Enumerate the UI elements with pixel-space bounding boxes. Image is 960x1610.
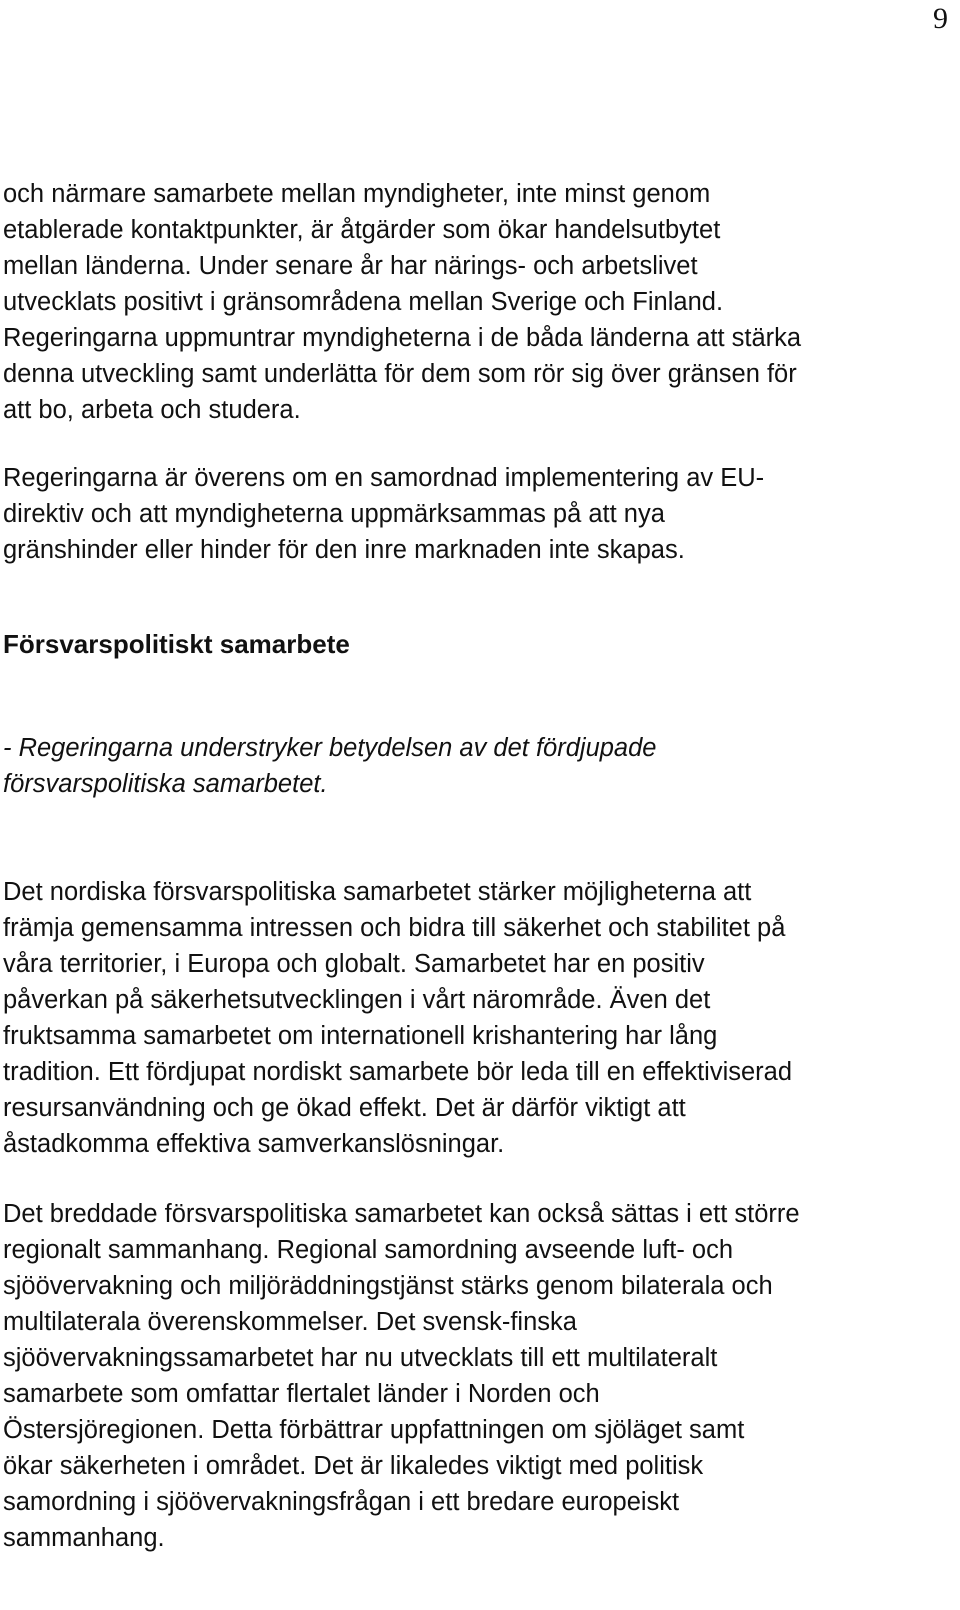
text-line: sjöövervakning och miljöräddningstjänst stärks genom bilaterala och xyxy=(3,1272,773,1300)
document-body xyxy=(3,176,948,1556)
text-line: Regeringarna är överens om en samordnad implementering av EU- xyxy=(3,464,765,492)
text-line: och närmare samarbete mellan myndigheter, inte minst genom xyxy=(3,180,711,208)
text-line: samordning i sjöövervakningsfrågan i ett bredare europeiskt xyxy=(3,1488,680,1516)
text-line: regionalt sammanhang. Regional samordning avseende luft- och xyxy=(3,1236,734,1264)
text-line: våra territorier, i Europa och globalt. Samarbetet har en positiv xyxy=(3,950,705,978)
paragraph-1 xyxy=(3,176,948,428)
text-line: åstadkomma effektiva samverkanslösningar. xyxy=(3,1130,505,1158)
text-line: sjöövervakningssamarbetet har nu utvecklats till ett multilateralt xyxy=(3,1344,718,1372)
text-line: försvarspolitiska samarbetet. xyxy=(3,770,328,798)
text-line: - Regeringarna understryker betydelsen av det fördjupade xyxy=(3,734,657,762)
text-line: etablerade kontaktpunkter, är åtgärder som ökar handelsutbytet xyxy=(3,216,721,244)
text-line: samarbete som omfattar flertalet länder i Norden och xyxy=(3,1380,600,1408)
text-line: Regeringarna uppmuntrar myndigheterna i de båda länderna att stärka xyxy=(3,324,802,352)
italic-statement xyxy=(3,730,948,802)
text-line: Det breddade försvarspolitiska samarbetet kan också sättas i ett större xyxy=(3,1200,800,1228)
section-heading xyxy=(3,626,948,662)
text-line: fruktsamma samarbetet om internationell krishantering har lång xyxy=(3,1022,718,1050)
paragraph-2 xyxy=(3,460,948,568)
page-number: 9 xyxy=(933,2,948,35)
text-line: ökar säkerheten i området. Det är likaledes viktigt med politisk xyxy=(3,1452,704,1480)
text-line: främja gemensamma intressen och bidra till säkerhet och stabilitet på xyxy=(3,914,786,942)
text-line: påverkan på säkerhetsutvecklingen i vårt närområde. Även det xyxy=(3,986,711,1014)
text-line: resursanvändning och ge ökad effekt. Det är därför viktigt att xyxy=(3,1094,686,1122)
text-line: direktiv och att myndigheterna uppmärksammas på att nya xyxy=(3,500,665,528)
paragraph-4 xyxy=(3,1196,948,1556)
text-line: att bo, arbeta och studera. xyxy=(3,396,301,424)
text-line: Det nordiska försvarspolitiska samarbetet stärker möjligheterna att xyxy=(3,878,752,906)
text-line: denna utveckling samt underlätta för dem som rör sig över gränsen för xyxy=(3,360,797,388)
text-line: tradition. Ett fördjupat nordiskt samarbete bör leda till en effektiviserad xyxy=(3,1058,793,1086)
paragraph-3 xyxy=(3,874,948,1162)
text-line: sammanhang. xyxy=(3,1524,165,1552)
text-line: Försvarspolitiskt samarbete xyxy=(3,629,350,659)
text-line: multilaterala överenskommelser. Det svensk-finska xyxy=(3,1308,577,1336)
text-line: Östersjöregionen. Detta förbättrar uppfattningen om sjöläget samt xyxy=(3,1416,745,1444)
text-line: mellan länderna. Under senare år har närings- och arbetslivet xyxy=(3,252,698,280)
text-line: gränshinder eller hinder för den inre marknaden inte skapas. xyxy=(3,536,685,564)
text-line: utvecklats positivt i gränsområdena mellan Sverige och Finland. xyxy=(3,288,724,316)
